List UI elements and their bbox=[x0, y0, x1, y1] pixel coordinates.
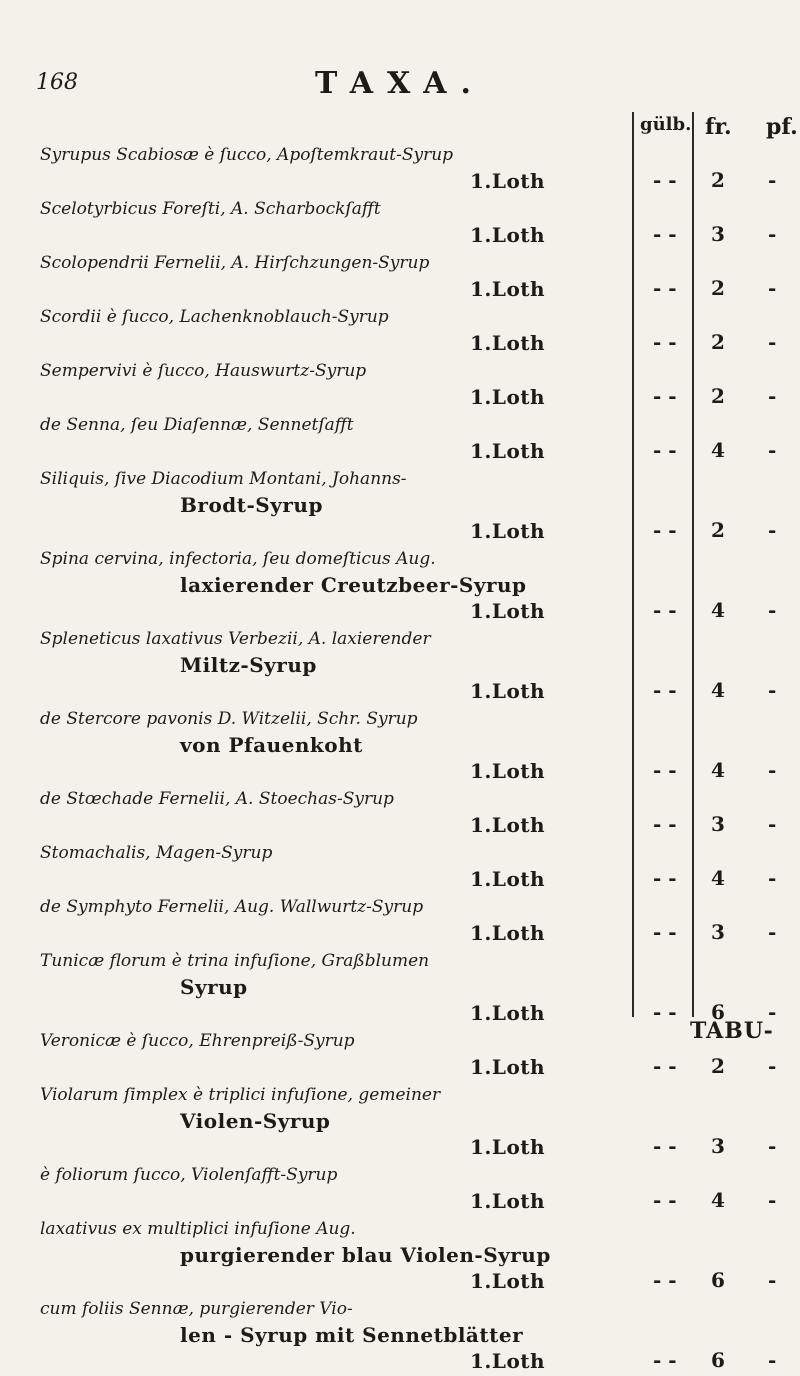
entry-16 bbox=[40, 1082, 650, 1160]
entry-label: laxativus ex multiplici infuſione Aug. bbox=[40, 1219, 356, 1239]
entry-label: laxierender Creutzbeer-Syrup bbox=[180, 573, 527, 597]
unit-label: 1.Loth bbox=[470, 679, 546, 703]
entry-10 bbox=[40, 706, 650, 784]
guld-value: - - bbox=[653, 1054, 677, 1078]
pf-value: - bbox=[768, 276, 777, 300]
fr-value: 6 bbox=[711, 1000, 725, 1024]
entry-text bbox=[40, 142, 650, 168]
entry-unit bbox=[40, 518, 650, 544]
entry-text bbox=[40, 1162, 650, 1188]
unit-label: 1.Loth bbox=[470, 331, 546, 355]
fr-value: 6 bbox=[711, 1268, 725, 1292]
unit-label: 1.Loth bbox=[470, 385, 546, 409]
entry-19 bbox=[40, 1296, 650, 1374]
fr-value: 4 bbox=[711, 758, 725, 782]
entry-label: Spleneticus laxativus Verbezii, A. laxierender bbox=[40, 629, 431, 649]
pf-value: - bbox=[768, 758, 777, 782]
entry-unit bbox=[40, 812, 650, 838]
entry-3 bbox=[40, 250, 650, 302]
pf-value: - bbox=[768, 222, 777, 246]
guld-value: - - bbox=[653, 168, 677, 192]
fr-value: 4 bbox=[711, 1188, 725, 1212]
column-header-pf: pf. bbox=[766, 114, 798, 140]
fr-value: 4 bbox=[711, 678, 725, 702]
unit-label: 1.Loth bbox=[470, 169, 546, 193]
entry-label: Spina cervina, infectoria, ſeu domeſticus Aug. bbox=[40, 549, 436, 569]
unit-label: 1.Loth bbox=[470, 439, 546, 463]
page-title: TAXA. bbox=[315, 66, 485, 101]
fr-value: 2 bbox=[711, 384, 725, 408]
unit-label: 1.Loth bbox=[470, 1055, 546, 1079]
entry-label: Scelotyrbicus Foreſti, A. Scharbockſafft bbox=[40, 199, 381, 219]
guld-value: - - bbox=[653, 438, 677, 462]
fr-value: 4 bbox=[711, 598, 725, 622]
guld-value: - - bbox=[653, 1000, 677, 1024]
entry-11 bbox=[40, 786, 650, 838]
pf-value: - bbox=[768, 438, 777, 462]
entry-text bbox=[40, 466, 650, 492]
entry-5 bbox=[40, 358, 650, 410]
fr-value: 2 bbox=[711, 330, 725, 354]
guld-value: - - bbox=[653, 812, 677, 836]
unit-label: 1.Loth bbox=[470, 1001, 546, 1025]
entry-text-continued bbox=[40, 572, 650, 598]
unit-label: 1.Loth bbox=[470, 1269, 546, 1293]
fr-value: 2 bbox=[711, 168, 725, 192]
guld-value: - - bbox=[653, 920, 677, 944]
pf-value: - bbox=[768, 168, 777, 192]
entry-unit bbox=[40, 758, 650, 784]
entry-text bbox=[40, 412, 650, 438]
fr-value: 2 bbox=[711, 1054, 725, 1078]
pf-value: - bbox=[768, 384, 777, 408]
fr-value: 3 bbox=[711, 1134, 725, 1158]
entry-text bbox=[40, 706, 650, 732]
entry-label: Violen-Syrup bbox=[180, 1109, 331, 1133]
entry-label: Siliquis, ſive Diacodium Montani, Johanns- bbox=[40, 469, 407, 489]
guld-value: - - bbox=[653, 1268, 677, 1292]
pf-value: - bbox=[768, 598, 777, 622]
entry-text bbox=[40, 786, 650, 812]
unit-label: 1.Loth bbox=[470, 599, 546, 623]
unit-label: 1.Loth bbox=[470, 223, 546, 247]
entry-label: Scolopendrii Fernelii, A. Hirſchzungen-Syrup bbox=[40, 253, 430, 273]
entry-text bbox=[40, 1296, 650, 1322]
unit-label: 1.Loth bbox=[470, 759, 546, 783]
entry-label: de Stercore pavonis D. Witzelii, Schr. Syrup bbox=[40, 709, 418, 729]
entry-7 bbox=[40, 466, 650, 544]
guld-value: - - bbox=[653, 384, 677, 408]
fr-value: 3 bbox=[711, 812, 725, 836]
unit-label: 1.Loth bbox=[470, 921, 546, 945]
entry-text bbox=[40, 1082, 650, 1108]
entry-unit bbox=[40, 1268, 650, 1294]
unit-label: 1.Loth bbox=[470, 1135, 546, 1159]
column-divider-right bbox=[692, 112, 694, 1017]
pf-value: - bbox=[768, 1000, 777, 1024]
fr-value: 2 bbox=[711, 518, 725, 542]
entry-label: Violarum ſimplex è triplici infuſione, gemeiner bbox=[40, 1085, 441, 1105]
page-number: 168 bbox=[36, 70, 78, 95]
unit-label: 1.Loth bbox=[470, 519, 546, 543]
entry-text-continued bbox=[40, 1322, 650, 1348]
guld-value: - - bbox=[653, 518, 677, 542]
unit-label: 1.Loth bbox=[470, 867, 546, 891]
entry-text-continued bbox=[40, 732, 650, 758]
pf-value: - bbox=[768, 812, 777, 836]
fr-value: 2 bbox=[711, 276, 725, 300]
guld-value: - - bbox=[653, 1348, 677, 1372]
unit-label: 1.Loth bbox=[470, 1189, 546, 1213]
entry-text bbox=[40, 250, 650, 276]
pf-value: - bbox=[768, 518, 777, 542]
entry-6 bbox=[40, 412, 650, 464]
entry-label: purgierender blau Violen-Syrup bbox=[180, 1243, 551, 1267]
unit-label: 1.Loth bbox=[470, 813, 546, 837]
unit-label: 1.Loth bbox=[470, 277, 546, 301]
pf-value: - bbox=[768, 1188, 777, 1212]
guld-value: - - bbox=[653, 1188, 677, 1212]
pf-value: - bbox=[768, 678, 777, 702]
entry-label: Sempervivi è ſucco, Hauswurtz-Syrup bbox=[40, 361, 367, 381]
entry-15 bbox=[40, 1028, 650, 1080]
pf-value: - bbox=[768, 330, 777, 354]
entry-label: Syrup bbox=[180, 975, 248, 999]
entry-text bbox=[40, 196, 650, 222]
entry-label: Syrupus Scabiosæ è ſucco, Apoſtemkraut-Syrup bbox=[40, 145, 454, 165]
pf-value: - bbox=[768, 1134, 777, 1158]
pf-value: - bbox=[768, 1348, 777, 1372]
entry-1 bbox=[40, 142, 650, 194]
entry-9 bbox=[40, 626, 650, 704]
entry-text bbox=[40, 948, 650, 974]
entry-unit bbox=[40, 384, 650, 410]
entry-unit bbox=[40, 438, 650, 464]
entry-text bbox=[40, 358, 650, 384]
entry-text-continued bbox=[40, 492, 650, 518]
entry-unit bbox=[40, 1134, 650, 1160]
entry-text-continued bbox=[40, 1108, 650, 1134]
entry-label: Veronicæ è ſucco, Ehrenpreiß-Syrup bbox=[40, 1031, 355, 1051]
entry-text bbox=[40, 840, 650, 866]
guld-value: - - bbox=[653, 866, 677, 890]
entry-text bbox=[40, 1028, 650, 1054]
fr-value: 4 bbox=[711, 866, 725, 890]
fr-value: 4 bbox=[711, 438, 725, 462]
column-header-gulden: gülb. bbox=[640, 114, 692, 135]
entry-label: von Pfauenkoht bbox=[180, 733, 363, 757]
guld-value: - - bbox=[653, 1134, 677, 1158]
fr-value: 6 bbox=[711, 1348, 725, 1372]
entry-label: Brodt-Syrup bbox=[180, 493, 323, 517]
pf-value: - bbox=[768, 1054, 777, 1078]
entry-text bbox=[40, 1216, 650, 1242]
entry-label: len - Syrup mit Sennetblätter bbox=[180, 1323, 524, 1347]
entry-13 bbox=[40, 894, 650, 946]
entry-label: de Symphyto Fernelii, Aug. Wallwurtz-Syrup bbox=[40, 897, 424, 917]
entry-label: Scordii è ſucco, Lachenknoblauch-Syrup bbox=[40, 307, 389, 327]
guld-value: - - bbox=[653, 758, 677, 782]
entry-unit bbox=[40, 1348, 650, 1374]
guld-value: - - bbox=[653, 222, 677, 246]
guld-value: - - bbox=[653, 276, 677, 300]
entry-2 bbox=[40, 196, 650, 248]
entry-text-continued bbox=[40, 1242, 650, 1268]
guld-value: - - bbox=[653, 678, 677, 702]
entry-text bbox=[40, 626, 650, 652]
entry-unit bbox=[40, 678, 650, 704]
unit-label: 1.Loth bbox=[470, 1349, 546, 1373]
entry-unit bbox=[40, 866, 650, 892]
entry-text bbox=[40, 304, 650, 330]
entry-text bbox=[40, 546, 650, 572]
entry-label: de Senna, ſeu Diaſennæ, Sennetſafft bbox=[40, 415, 354, 435]
entry-unit bbox=[40, 1188, 650, 1214]
entry-text-continued bbox=[40, 974, 650, 1000]
column-header-fr: fr. bbox=[705, 114, 732, 140]
entry-label: de Stœchade Fernelii, A. Stoechas-Syrup bbox=[40, 789, 394, 809]
pf-value: - bbox=[768, 1268, 777, 1292]
entry-unit bbox=[40, 598, 650, 624]
guld-value: - - bbox=[653, 330, 677, 354]
entry-unit bbox=[40, 222, 650, 248]
entry-unit bbox=[40, 276, 650, 302]
guld-value: - - bbox=[653, 598, 677, 622]
entry-label: Tunicæ florum è trina infuſione, Graßblumen bbox=[40, 951, 430, 971]
entry-12 bbox=[40, 840, 650, 892]
entry-label: Stomachalis, Magen-Syrup bbox=[40, 843, 273, 863]
entry-text bbox=[40, 894, 650, 920]
entry-4 bbox=[40, 304, 650, 356]
fr-value: 3 bbox=[711, 222, 725, 246]
pf-value: - bbox=[768, 920, 777, 944]
entry-unit bbox=[40, 168, 650, 194]
entry-17 bbox=[40, 1162, 650, 1214]
entry-label: Miltz-Syrup bbox=[180, 653, 317, 677]
entry-18 bbox=[40, 1216, 650, 1294]
entry-unit bbox=[40, 1000, 650, 1026]
entry-unit bbox=[40, 920, 650, 946]
fr-value: 3 bbox=[711, 920, 725, 944]
entry-label: è foliorum ſucco, Violenſafft-Syrup bbox=[40, 1165, 338, 1185]
catchword: TABU- bbox=[690, 1018, 774, 1044]
entry-14 bbox=[40, 948, 650, 1026]
entry-unit bbox=[40, 1054, 650, 1080]
entry-label: cum foliis Sennæ, purgierender Vio- bbox=[40, 1299, 353, 1319]
entry-unit bbox=[40, 330, 650, 356]
entry-text-continued bbox=[40, 652, 650, 678]
pf-value: - bbox=[768, 866, 777, 890]
entry-8 bbox=[40, 546, 650, 624]
